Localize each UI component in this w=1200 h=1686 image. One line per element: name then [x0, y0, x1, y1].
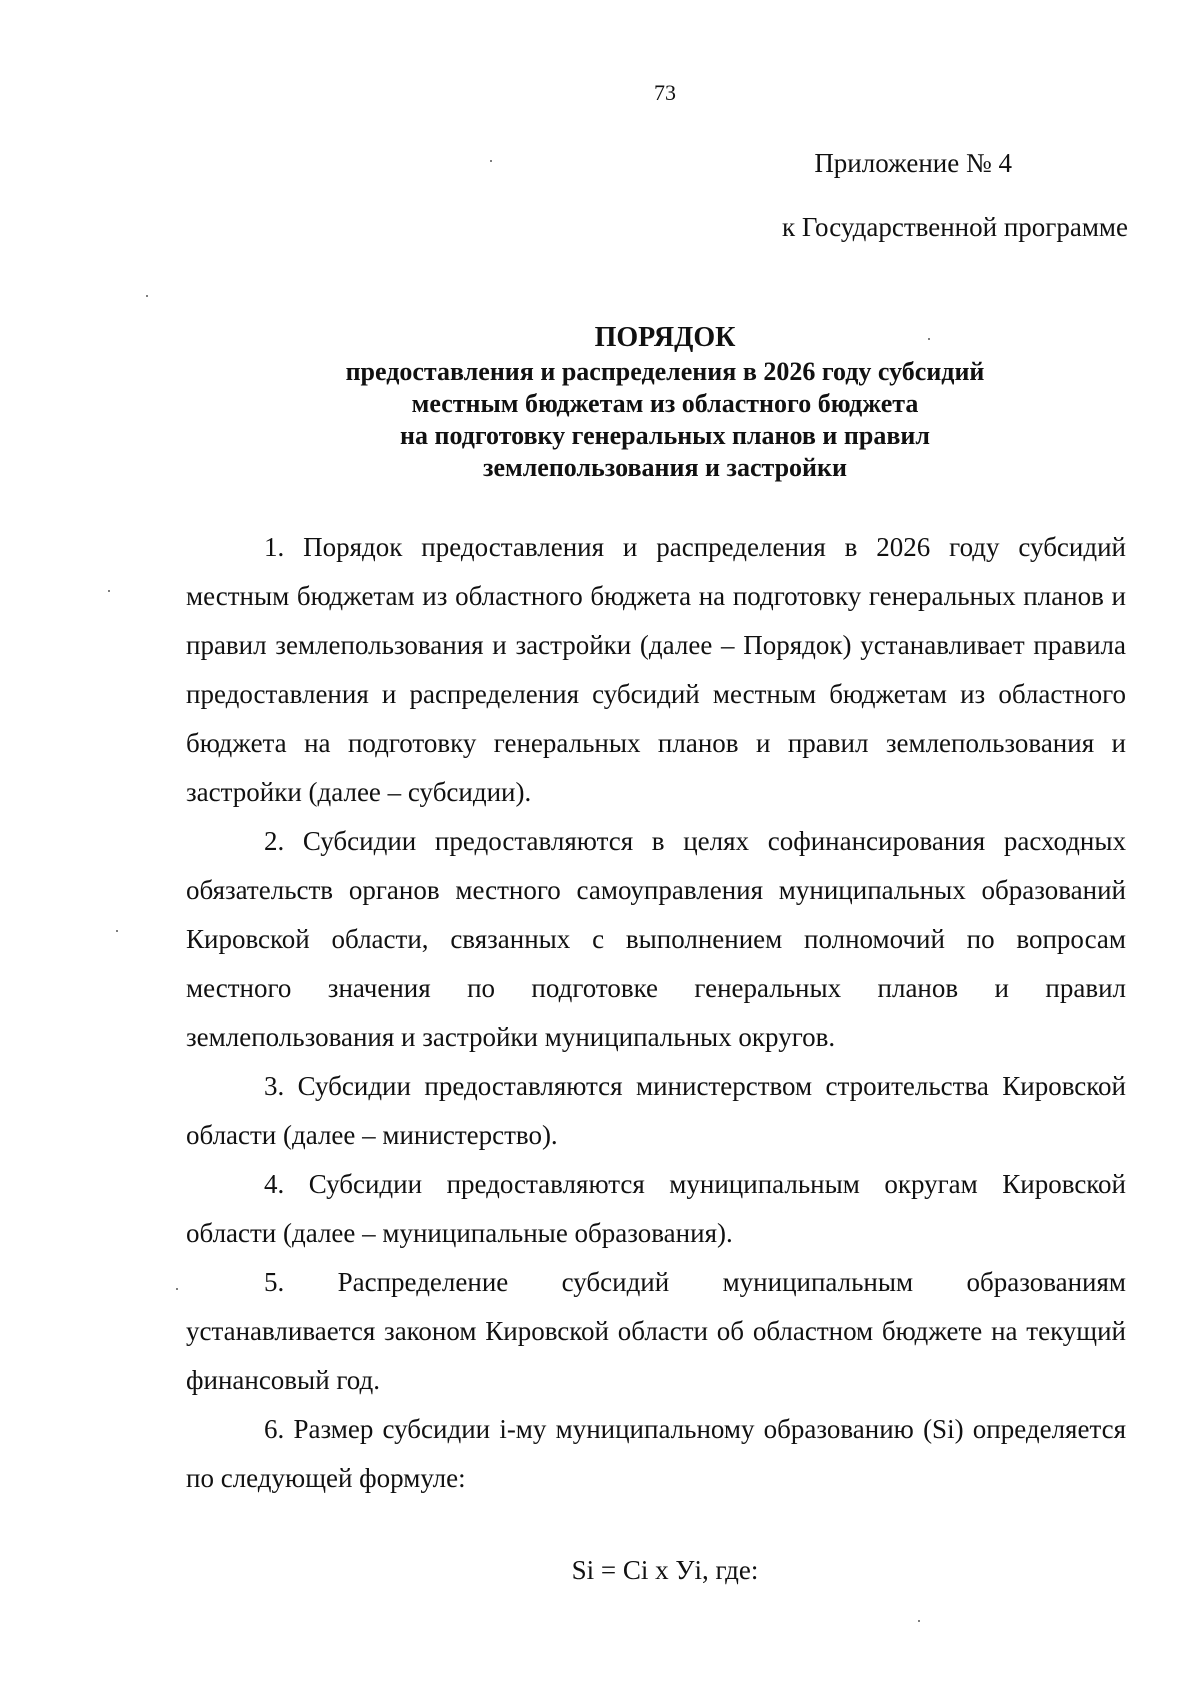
title-line: землепользования и застройки [483, 453, 847, 482]
paragraph-2: 2. Субсидии предоставляются в целях софинансирования расходных обязательств органов местного самоуправления муниципальных образований Кировской области, связанных с выполнением полномочий по вопросам местного значения по подготовке генеральных планов и правил землепользования и застройки муниципальных округов. [186, 826, 1126, 1052]
appendix-number: Приложение № 4 [814, 148, 1012, 178]
subsidy-formula: Si = Ci x Уi, где: [571, 1555, 759, 1585]
title-line: местным бюджетам из областного бюджета [411, 389, 919, 418]
scan-speck [146, 295, 148, 297]
scan-speck [116, 930, 118, 932]
page-number: 73 [654, 80, 676, 105]
paragraph-5: 5. Распределение субсидий муниципальным образованиям устанавливается законом Кировской области об областном бюджете на текущий финансовый год. [186, 1267, 1126, 1395]
title-line: предоставления и распределения в 2026 году субсидий [345, 357, 985, 386]
scan-speck [928, 338, 930, 340]
paragraph-1: 1. Порядок предоставления и распределения в 2026 году субсидий местным бюджетам из областного бюджета на подготовку генеральных планов и правил землепользования и застройки (далее – Порядок) устанавливает правила предоставления и распределения субсидий местным бюджетам из областного бюджета на подготовку генеральных планов и правил землепользования и застройки (далее – субсидии). [186, 532, 1126, 807]
title-heading: ПОРЯДОК [594, 322, 736, 353]
document-body [186, 523, 1126, 1503]
scan-speck [918, 1620, 920, 1622]
scan-speck [490, 160, 492, 162]
title-line: на подготовку генеральных планов и правил [400, 421, 930, 450]
scan-speck [176, 1288, 178, 1290]
document-title [290, 322, 1040, 484]
scan-speck [108, 590, 110, 592]
paragraph-4: 4. Субсидии предоставляются муниципальным округам Кировской области (далее – муниципальные образования). [186, 1169, 1126, 1248]
paragraph-6: 6. Размер субсидии i-му муниципальному образованию (Si) определяется по следующей формуле: [186, 1414, 1126, 1493]
appendix-program: к Государственной программе [781, 212, 1128, 242]
paragraph-3: 3. Субсидии предоставляются министерством строительства Кировской области (далее – министерство). [186, 1071, 1126, 1150]
